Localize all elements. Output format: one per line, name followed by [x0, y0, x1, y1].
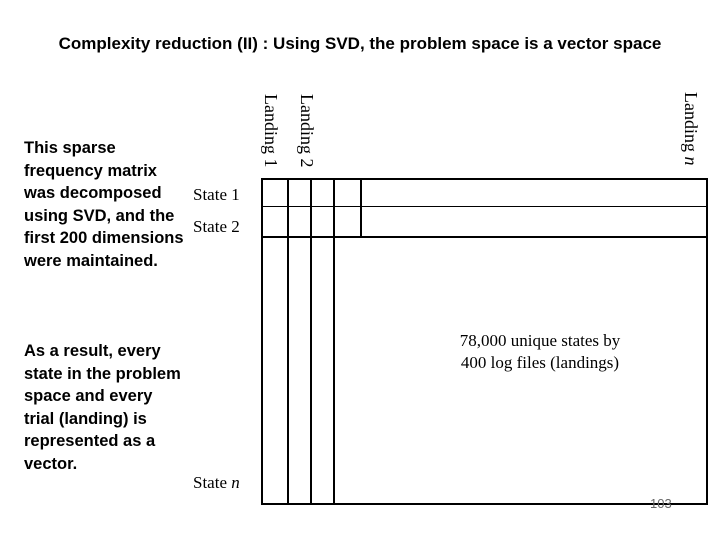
- column-label-landing-1: Landing 1: [261, 94, 281, 168]
- page-number: 103: [650, 496, 672, 511]
- column-label-landing-n: [681, 92, 701, 166]
- matrix-column-divider: [310, 178, 312, 505]
- matrix-description-line-1: 78,000 unique states by: [459, 331, 621, 350]
- matrix-row-divider: [261, 206, 708, 207]
- matrix-description: [440, 330, 640, 374]
- paragraph-svd: This sparse frequency matrix was decomposed using SVD, and the first 200 dimensions were maintained.: [24, 139, 184, 270]
- row-label-state-n-var: n: [231, 473, 240, 492]
- matrix-column-divider: [360, 178, 362, 238]
- row-label-state-1: State 1: [193, 185, 240, 204]
- matrix-description-line-2: 400 log files (landings): [460, 353, 620, 372]
- slide-title: Complexity reduction (II) : Using SVD, the problem space is a vector space: [58, 34, 662, 53]
- paragraph-result: As a result, every state in the problem space and every trial (landing) is represented as a vector.: [24, 342, 181, 473]
- column-label-landing-2: Landing 2: [297, 94, 317, 168]
- matrix-row-divider: [261, 236, 708, 238]
- row-label-state-n-prefix: State: [193, 473, 232, 492]
- column-label-landing-n-var: n: [681, 156, 701, 166]
- row-label-state-2: State 2: [193, 217, 240, 236]
- matrix-column-divider: [333, 178, 335, 505]
- column-label-landing-n-prefix: Landing: [681, 92, 701, 157]
- row-label-state-n: [193, 473, 240, 493]
- matrix-column-divider: [287, 178, 289, 505]
